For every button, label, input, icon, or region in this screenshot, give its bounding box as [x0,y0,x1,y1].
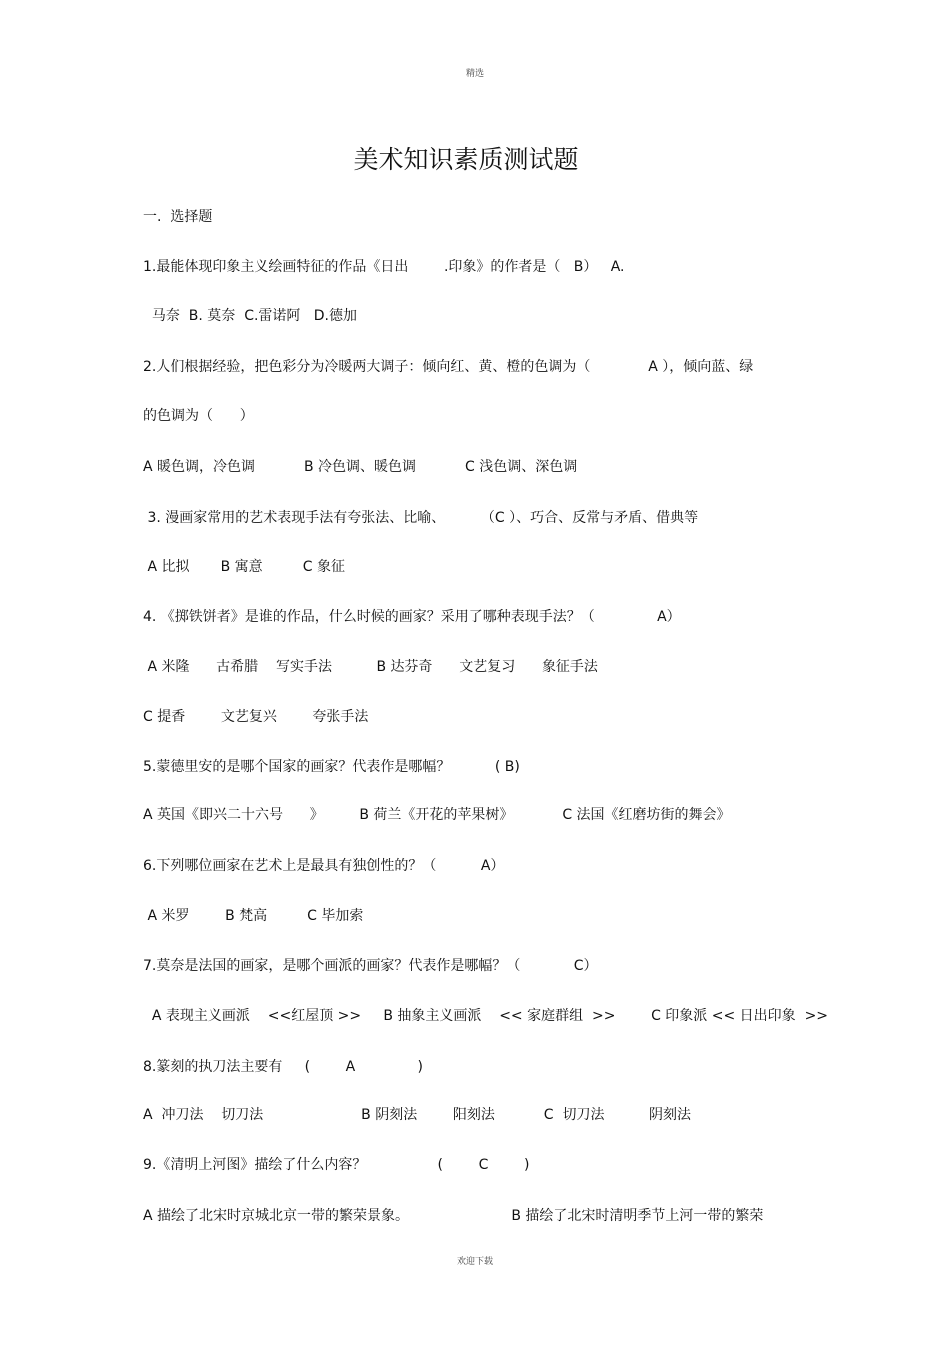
page-title: 美术知识素质测试题 [353,145,579,174]
option-line: A 暖色调，冷色调 B 冷色调、暖色调 C 浅色调、深色调 [143,459,578,475]
question-line: 3. 漫画家常用的艺术表现手法有夸张法、比喻、 （C ）、巧合、反常与矛盾、借典等 [143,510,699,526]
question-line: 4. 《掷铁饼者》是谁的作品，什么时候的画家？采用了哪种表现手法？（ A） [143,609,681,625]
question-line: 5.蒙德里安的是哪个国家的画家？代表作是哪幅？ ( B) [143,759,520,775]
option-line: A 米隆 古希腊 写实手法 B 达芬奇 文艺复习 象征手法 [143,659,598,675]
option-line: A 比拟 B 寓意 C 象征 [143,559,345,575]
question-line: 9.《清明上河图》描绘了什么内容？ ( C ) [143,1157,530,1173]
header-mark: 精选 [465,69,484,79]
footer-mark: 欢迎下载 [456,1257,493,1267]
question-line: 2.人们根据经验，把色彩分为冷暖两大调子：倾向红、黄、橙的色调为（ A ），倾向蓝、绿 [143,359,754,375]
option-line: A 冲刀法 切刀法 B 阴刻法 阳刻法 C 切刀法 阴刻法 [143,1107,691,1123]
option-line: A 表现主义画派 <<红屋顶 >> B 抽象主义画派 << 家庭群组 >> C 印象派 << 日出印象 >> [143,1008,829,1024]
question-line: 1.最能体现印象主义绘画特征的作品《日出 .印象》的作者是（ B） A. [143,259,625,275]
option-line: C 提香 文艺复兴 夸张手法 [143,709,369,725]
option-line: A 描绘了北宋时京城北京一带的繁荣景象。 B 描绘了北宋时清明季节上河一带的繁荣 [143,1208,764,1224]
question-line: 6.下列哪位画家在艺术上是最具有独创性的？（ A） [143,858,505,874]
option-line: A 英国《即兴二十六号 》 B 荷兰《开花的苹果树》 C 法国《红磨坊街的舞会》 [143,807,731,823]
option-line: A 米罗 B 梵高 C 毕加索 [143,908,364,924]
question-line: 7.莫奈是法国的画家，是哪个画派的画家？代表作是哪幅？（ C） [143,958,598,974]
section-heading: 一. 选择题 [143,209,213,225]
option-line: 马奈 B. 莫奈 C.雷诺阿 D.德加 [143,308,358,324]
question-line: 的色调为（ ） [143,408,254,424]
question-line: 8.篆刻的执刀法主要有 ( A ) [143,1059,424,1075]
